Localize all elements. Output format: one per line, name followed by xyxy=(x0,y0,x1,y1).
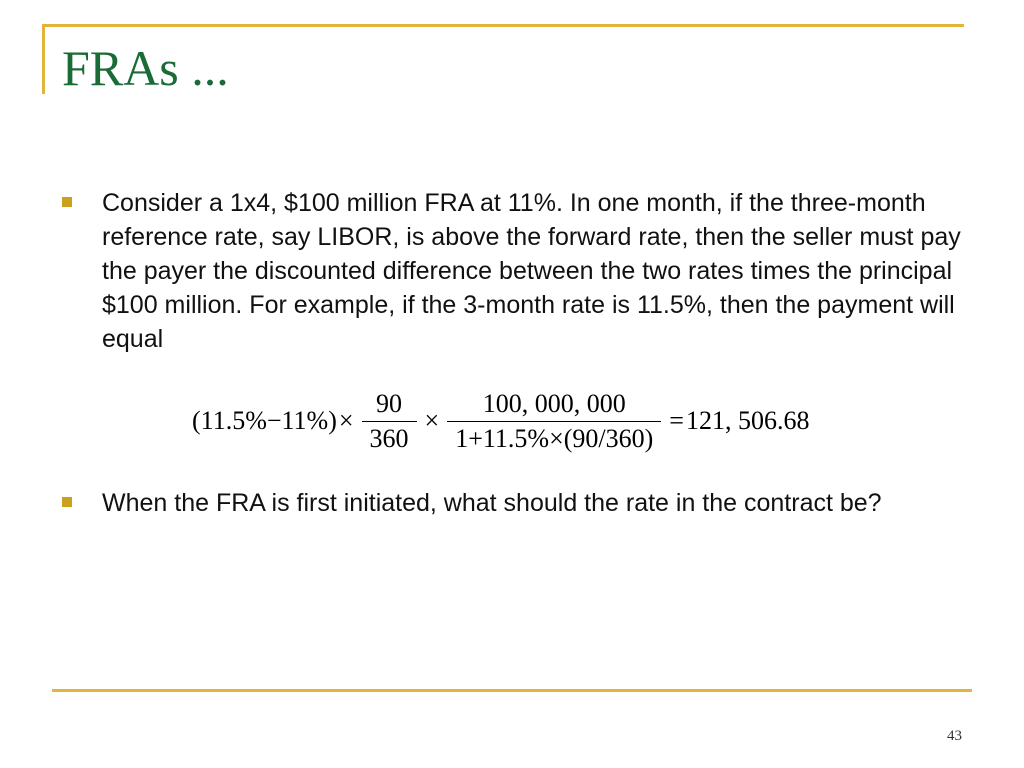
bullet-text: When the FRA is first initiated, what should the rate in the contract be? xyxy=(102,489,882,517)
title-bracket-vertical xyxy=(42,24,45,94)
square-bullet-icon xyxy=(62,497,72,507)
fraction-denominator: 1+11.5%×(90/360) xyxy=(447,421,661,453)
fraction-numerator: 90 xyxy=(376,388,403,418)
bullet-text: Consider a 1x4, $100 million FRA at 11%. In one month, if the three-month reference rate, say LIBOR, is above the forward rate, then the seller must pay the payer the discounted difference between the two rates times the principal $100 million. For example, if the 3-month rate is 11.5%, then the payment will equal xyxy=(102,189,961,353)
formula-discount-fraction xyxy=(447,390,661,453)
fraction-denominator: 360 xyxy=(362,421,417,453)
formula-result: 121, 506.68 xyxy=(685,406,810,435)
slide-number: 43 xyxy=(947,728,962,744)
formula-day-count-fraction xyxy=(362,390,417,453)
square-bullet-icon xyxy=(62,197,72,207)
title-bracket-horizontal xyxy=(42,24,964,27)
footer-divider xyxy=(52,689,972,692)
payment-formula xyxy=(192,386,809,456)
formula-rate-difference: (11.5%−11%) xyxy=(192,406,337,435)
formula-times-operator: × xyxy=(338,406,354,435)
fraction-numerator: 100, 000, 000 xyxy=(482,388,626,418)
slide-title: FRAs ... xyxy=(62,40,229,96)
formula-times-operator: × xyxy=(424,406,440,435)
formula-equals-operator: = xyxy=(669,406,684,435)
